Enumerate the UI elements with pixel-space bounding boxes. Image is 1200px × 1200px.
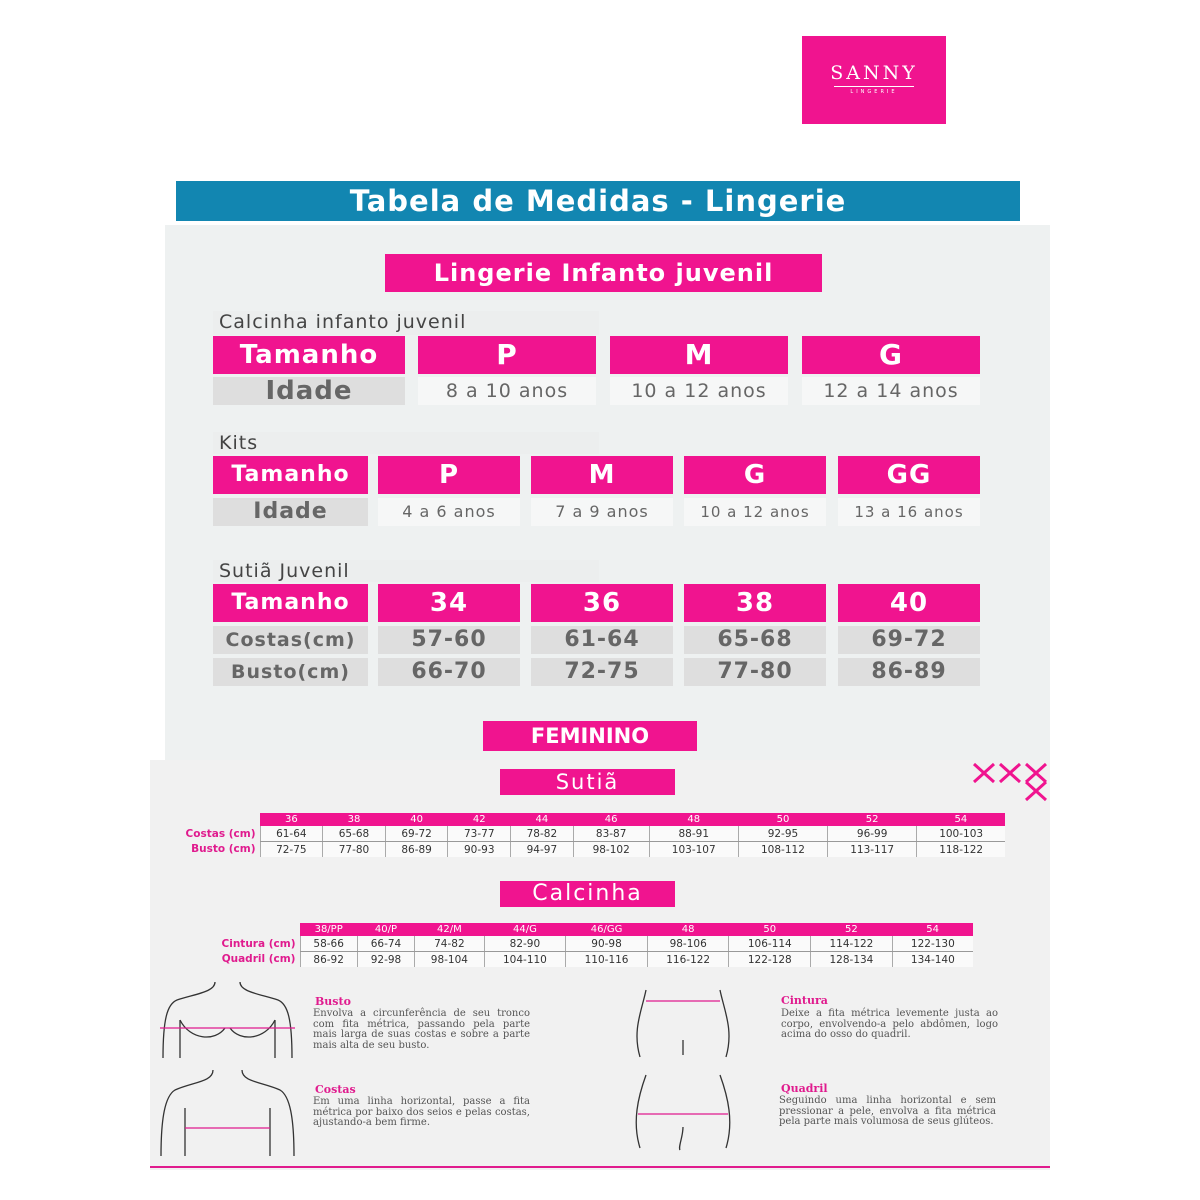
kits-age: 7 a 9 anos [531, 498, 673, 526]
sutia-costas-label: Costas (cm) [185, 827, 256, 840]
sutia-juvenil-size: 40 [838, 584, 980, 622]
sutia-size: 44 [511, 813, 574, 826]
calcinha-cintura-value: 98-106 [647, 936, 729, 952]
calcinha-infanto-section-title: Calcinha infanto juvenil [213, 311, 599, 335]
calcinha-quadril-label: Quadril (cm) [221, 953, 296, 966]
sutia-size-table [165, 813, 1005, 857]
sutia-juvenil-costas: 57-60 [378, 626, 520, 654]
calcinha-title: Calcinha [500, 881, 675, 907]
calcinha-cintura-value: 82-90 [484, 936, 566, 952]
calcinha-size: 42/M [415, 923, 484, 936]
costas-instruction-text: Em uma linha horizontal, passe a fita métrica por baixo dos seios e pelas costas, ajustando-a bem firme. [313, 1096, 530, 1128]
sutia-costas-value: 61-64 [260, 826, 323, 842]
sutia-juvenil-busto: 66-70 [378, 658, 520, 686]
calcinha-size: 54 [892, 923, 973, 936]
kits-size-label: Tamanho [213, 456, 368, 494]
calcinha-cintura-value: 122-130 [892, 936, 973, 952]
sutia-busto-value: 86-89 [385, 842, 448, 858]
calcinha-size: 44/G [484, 923, 566, 936]
busto-figure-icon [155, 980, 300, 1060]
brand-sub: LINGERIE [834, 86, 914, 95]
sutia-size: 42 [448, 813, 511, 826]
brand-logo [802, 36, 946, 124]
calcinha-infanto-size: M [610, 336, 788, 374]
cintura-instruction-text: Deixe a fita métrica levemente justa ao corpo, envolvendo-a pelo abdômen, logo acima do osso do quadril. [781, 1008, 998, 1040]
calcinha-cintura-value: 66-74 [357, 936, 414, 952]
decorative-x-icon [972, 760, 1052, 805]
calcinha-infanto-age: 10 a 12 anos [610, 377, 788, 405]
kits-size: GG [838, 456, 980, 494]
calcinha-size: 38/PP [300, 923, 357, 936]
busto-instruction-title: Busto [315, 995, 351, 1008]
kits-size: G [684, 456, 826, 494]
calcinha-quadril-value: 98-104 [415, 952, 484, 968]
kits-section-title: Kits [213, 432, 599, 454]
quadril-instruction-text: Seguindo uma linha horizontal e sem pressionar a pele, envolva a fita métrica pela parte mais volumosa de seus glúteos. [779, 1095, 996, 1127]
cintura-instruction-title: Cintura [781, 994, 828, 1007]
calcinha-quadril-value: 92-98 [357, 952, 414, 968]
bottom-divider [150, 1166, 1050, 1168]
brand-name: SANNY [830, 62, 918, 84]
sutia-juvenil-size: 34 [378, 584, 520, 622]
calcinha-size: 48 [647, 923, 729, 936]
sutia-size: 50 [738, 813, 827, 826]
cintura-figure-icon [628, 985, 738, 1060]
costas-instruction-title: Costas [315, 1083, 356, 1096]
calcinha-quadril-value: 116-122 [647, 952, 729, 968]
sutia-busto-value: 98-102 [573, 842, 649, 858]
kits-age: 10 a 12 anos [684, 498, 826, 526]
sutia-costas-value: 96-99 [828, 826, 917, 842]
sutia-title: Sutiã [500, 769, 675, 795]
sutia-costas-value: 83-87 [573, 826, 649, 842]
sutia-juvenil-costas-label: Costas(cm) [213, 626, 368, 654]
sutia-busto-value: 72-75 [260, 842, 323, 858]
calcinha-quadril-value: 110-116 [566, 952, 648, 968]
calcinha-infanto-age: 12 a 14 anos [802, 377, 980, 405]
quadril-figure-icon [628, 1072, 738, 1152]
calcinha-infanto-age-label: Idade [213, 377, 405, 405]
calcinha-quadril-value: 122-128 [729, 952, 811, 968]
sutia-juvenil-section-title: Sutiã Juvenil [213, 560, 599, 582]
calcinha-size-table [195, 923, 973, 967]
kits-age: 4 a 6 anos [378, 498, 520, 526]
sutia-size: 48 [649, 813, 738, 826]
busto-instruction-text: Envolva a circunferência de seu tronco com fita métrica, passando pela parte mais larga de suas costas e sobre a parte mais alta de seu busto. [313, 1008, 530, 1051]
kits-size: P [378, 456, 520, 494]
sutia-juvenil-size: 36 [531, 584, 673, 622]
calcinha-cintura-value: 106-114 [729, 936, 811, 952]
infanto-title: Lingerie Infanto juvenil [385, 254, 822, 292]
sutia-juvenil-busto-label: Busto(cm) [213, 658, 368, 686]
sutia-costas-value: 100-103 [917, 826, 1005, 842]
feminino-title: FEMININO [483, 721, 697, 751]
calcinha-infanto-size-label: Tamanho [213, 336, 405, 374]
sutia-busto-value: 118-122 [917, 842, 1005, 858]
page-title: Tabela de Medidas - Lingerie [176, 181, 1020, 221]
sutia-busto-value: 90-93 [448, 842, 511, 858]
sutia-costas-value: 65-68 [323, 826, 386, 842]
sutia-costas-value: 92-95 [738, 826, 827, 842]
calcinha-cintura-label: Cintura (cm) [221, 937, 296, 950]
calcinha-cintura-value: 74-82 [415, 936, 484, 952]
calcinha-size: 46/GG [566, 923, 648, 936]
sutia-juvenil-costas: 65-68 [684, 626, 826, 654]
sutia-size: 40 [385, 813, 448, 826]
sutia-busto-value: 108-112 [738, 842, 827, 858]
sutia-busto-value: 94-97 [511, 842, 574, 858]
calcinha-cintura-value: 90-98 [566, 936, 648, 952]
kits-age-label: Idade [213, 498, 368, 526]
calcinha-quadril-value: 134-140 [892, 952, 973, 968]
sutia-costas-value: 78-82 [511, 826, 574, 842]
sutia-juvenil-costas: 61-64 [531, 626, 673, 654]
sutia-busto-value: 113-117 [828, 842, 917, 858]
sutia-juvenil-costas: 69-72 [838, 626, 980, 654]
calcinha-size: 52 [811, 923, 893, 936]
sutia-juvenil-size: 38 [684, 584, 826, 622]
sutia-size: 46 [573, 813, 649, 826]
sutia-size: 38 [323, 813, 386, 826]
sutia-juvenil-size-label: Tamanho [213, 584, 368, 622]
calcinha-size: 40/P [357, 923, 414, 936]
sutia-busto-value: 77-80 [323, 842, 386, 858]
quadril-instruction-title: Quadril [781, 1082, 828, 1095]
sutia-size: 36 [260, 813, 323, 826]
kits-size: M [531, 456, 673, 494]
calcinha-infanto-size: P [418, 336, 596, 374]
calcinha-cintura-value: 58-66 [300, 936, 357, 952]
kits-age: 13 a 16 anos [838, 498, 980, 526]
calcinha-infanto-size: G [802, 336, 980, 374]
sutia-costas-value: 88-91 [649, 826, 738, 842]
calcinha-quadril-value: 128-134 [811, 952, 893, 968]
sutia-busto-label: Busto (cm) [191, 843, 256, 856]
calcinha-quadril-value: 86-92 [300, 952, 357, 968]
calcinha-quadril-value: 104-110 [484, 952, 566, 968]
calcinha-infanto-age: 8 a 10 anos [418, 377, 596, 405]
sutia-costas-value: 69-72 [385, 826, 448, 842]
sutia-size: 54 [917, 813, 1005, 826]
sutia-size: 52 [828, 813, 917, 826]
sutia-juvenil-busto: 86-89 [838, 658, 980, 686]
calcinha-cintura-value: 114-122 [811, 936, 893, 952]
sutia-juvenil-busto: 72-75 [531, 658, 673, 686]
calcinha-size: 50 [729, 923, 811, 936]
sutia-juvenil-busto: 77-80 [684, 658, 826, 686]
sutia-busto-value: 103-107 [649, 842, 738, 858]
costas-figure-icon [155, 1068, 300, 1158]
sutia-costas-value: 73-77 [448, 826, 511, 842]
